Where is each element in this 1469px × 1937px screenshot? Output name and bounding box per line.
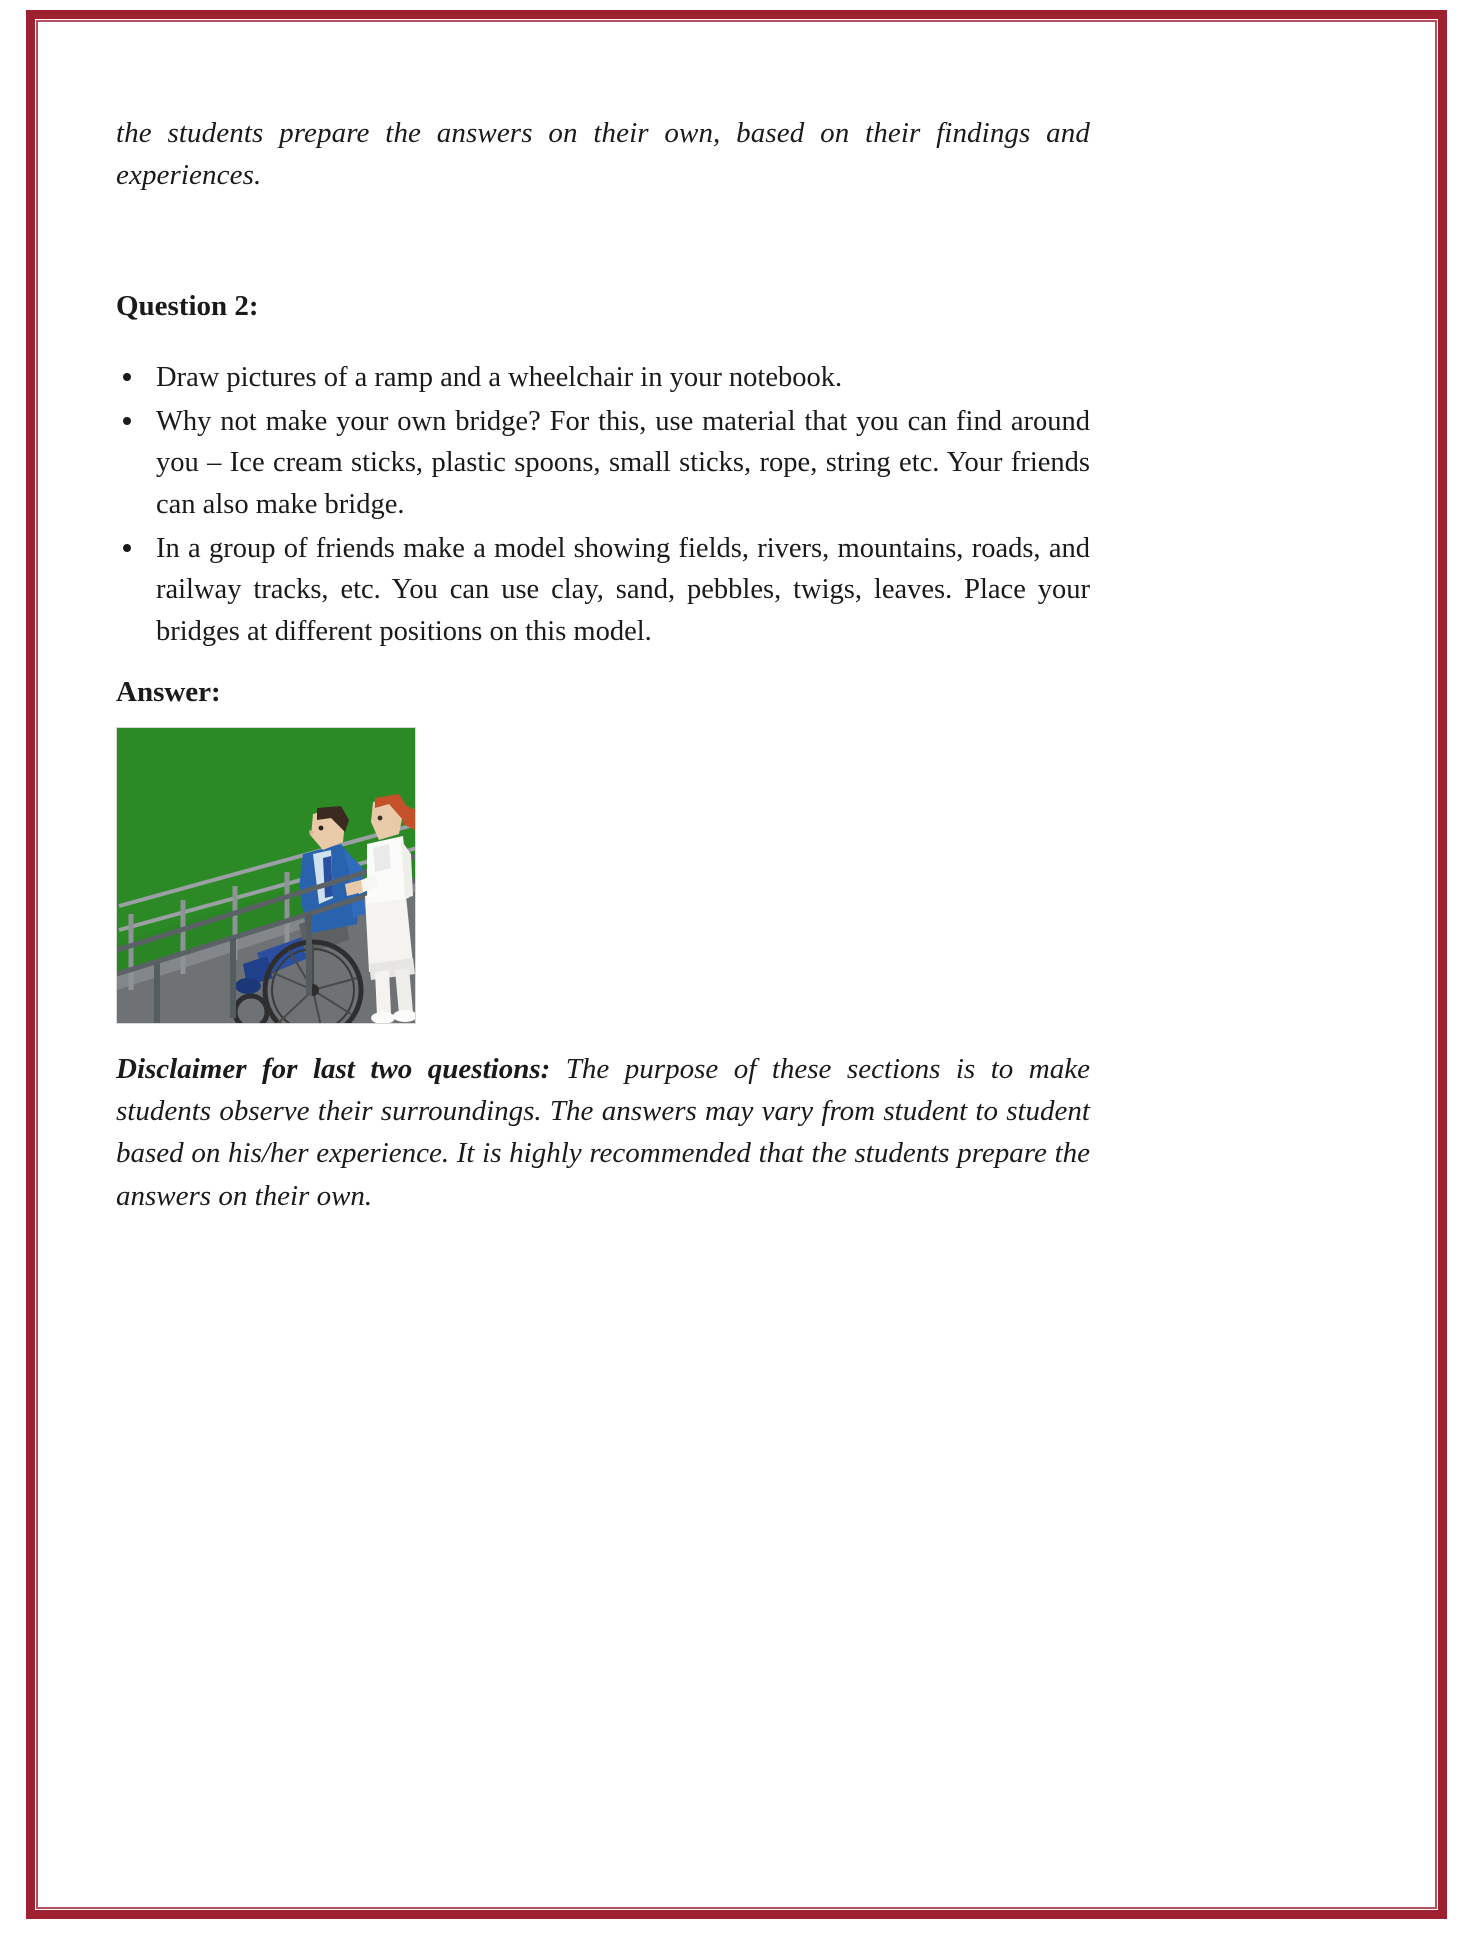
- list-item: [116, 528, 1090, 653]
- bullet-dot-icon: [123, 544, 131, 552]
- list-item: [116, 401, 1090, 526]
- list-item: [116, 357, 1090, 399]
- bullet-dot-icon: [123, 417, 131, 425]
- list-item-text: In a group of friends make a model showing fields, rivers, mountains, roads, and railway tracks, etc. You can use clay, sand, pebbles, twigs, leaves. Place your bridges at different positions on this model.: [156, 532, 1090, 647]
- spacer: [116, 323, 1090, 357]
- intro-paragraph: the students prepare the answers on their own, based on their findings and experiences.: [116, 117, 1090, 192]
- wheelchair-ramp-illustration: [116, 727, 416, 1024]
- list-item-text: Draw pictures of a ramp and a wheelchair in your notebook.: [156, 362, 843, 394]
- disclaimer-body: The purpose of these sections is to make students observe their surroundings. The answers may vary from student to student based on his/her experience. It is highly recommended that the students prepare the answers on their own.: [116, 1053, 1090, 1212]
- wheelchair-ramp-graphic: [117, 728, 416, 1024]
- disclaimer-paragraph: [116, 1048, 1090, 1216]
- question-heading: Question 2:: [116, 290, 259, 323]
- list-item-text: Why not make your own bridge? For this, use material that you can find around you – Ice cream sticks, plastic spoons, small sticks, rope, string etc. Your friends can also make bridge.: [156, 405, 1090, 520]
- bullet-dot-icon: [123, 373, 131, 381]
- page-content: [116, 112, 1090, 1246]
- question-bullet-list: [116, 357, 1090, 652]
- disclaimer-lead: Disclaimer for last two questions:: [116, 1053, 551, 1086]
- spacer: [116, 654, 1090, 676]
- spacer: [116, 196, 1090, 290]
- answer-heading: Answer:: [116, 676, 221, 709]
